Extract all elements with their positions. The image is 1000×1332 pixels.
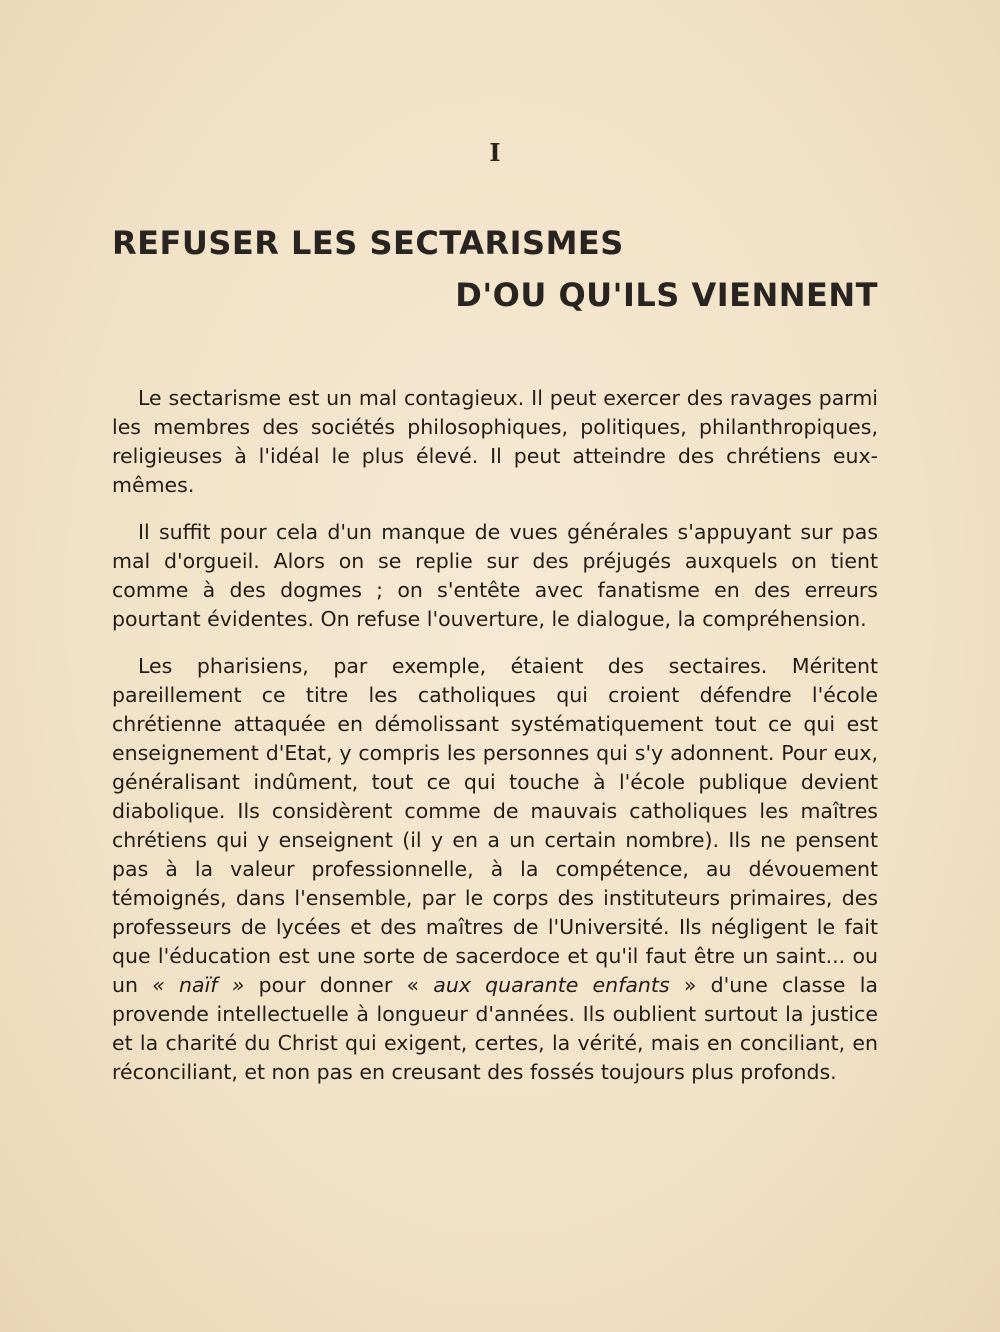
paragraph-3 (112, 652, 878, 1087)
chapter-number: I (489, 138, 501, 167)
paragraph-2: Il suffit pour cela d'un manque de vues générales s'appuyant sur pas mal d'orgueil. Alors on se replie sur des préjugés auxquels on tient comme à des dogmes ; on s'entête avec fanatisme en des erreurs pourtant évidentes. On refuse l'ouverture, le dialogue, la compréhension. (112, 520, 878, 631)
quote-aux-quarante-enfants: aux quarante enfants (433, 973, 670, 997)
chapter-title-line-1: REFUSER LES SECTARISMES (112, 224, 624, 262)
body-text (112, 384, 878, 1105)
quote-naif-text: « naïf » (152, 973, 245, 997)
chapter-title-line-2: D'OU QU'ILS VIENNENT (455, 276, 878, 314)
paragraph-3-end: » d'une classe la provende intellectuelle à longueur d'années. Ils oublient surtout la justice et la charité du Christ qui exigent, certes, la vérité, mais en conciliant, en réconciliant, et non pas en creusant des fossés toujours plus profonds. (112, 973, 878, 1084)
paragraph-1: Le sectarisme est un mal contagieux. Il peut exercer des ravages parmi les membres des sociétés philosophiques, politiques, philanthropiques, religieuses à l'idéal le plus élevé. Il peut atteindre des chrétiens eux-mêmes. (112, 386, 878, 497)
paragraph-3-text: Les pharisiens, par exemple, étaient des sectaires. Méritent pareillement ce titre les catholiques qui croient défendre l'école chrétienne attaquée en démolissant systématiquement tout ce qui est enseignement d'Etat, y compris les personnes qui s'y adonnent. Pour eux, généralisant indûment, tout ce qui touche à l'école publique devient diabolique. Ils considèrent comme de mauvais catholiques les maîtres chrétiens qui y enseignent (il y en a un certain nombre). Ils ne pensent pas à la valeur professionnelle, à la compétence, au dévouement témoignés, dans l'ensemble, par le corps des instituteurs primaires, des professeurs de lycées et des maîtres de l'Université. Ils négligent le fait que l'éducation est une sorte de sacerdoce et qu'il faut être un saint... ou un (112, 654, 878, 997)
quote-naif (152, 973, 244, 997)
paragraph-3-mid: pour donner « (258, 973, 434, 997)
